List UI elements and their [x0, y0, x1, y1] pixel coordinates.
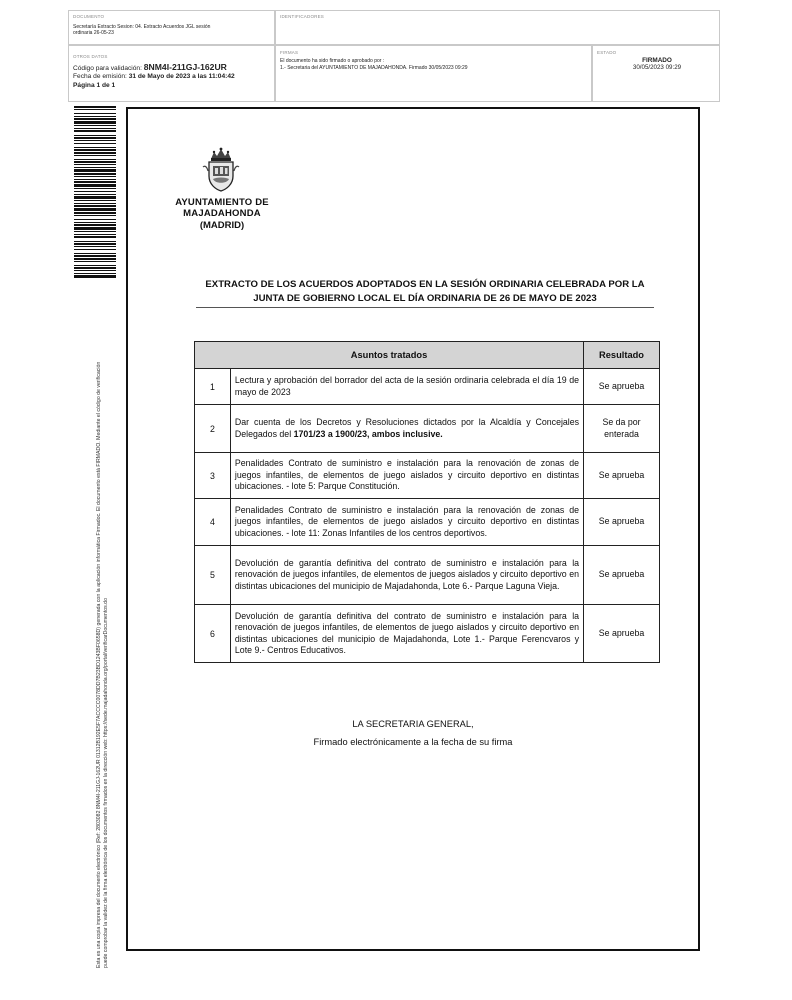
documento-label: DOCUMENTO: [73, 14, 105, 19]
estado-value: FIRMADO: [642, 57, 672, 64]
side-text-line2: puede comprobar la validez de la firma electrónica de los documentos firmados en la dirección web: https://sede.majadahonda.org/portal/verificarDocumentos.do: [103, 598, 109, 968]
row-result: Se aprueba: [584, 605, 660, 663]
verification-side-text: [96, 278, 110, 968]
documento-line2: ordinaria 26-05-23: [73, 30, 114, 36]
barcode-icon: [74, 106, 116, 278]
header-box-documento: [68, 10, 275, 45]
org-name: [166, 197, 278, 219]
fecha-line: [73, 73, 235, 81]
org-name-line2: MAJADAHONDA: [183, 208, 261, 219]
row-result: Se aprueba: [584, 369, 660, 405]
table-row: [195, 405, 660, 453]
table-row: [195, 546, 660, 605]
row-result: Se da por enterada: [584, 405, 660, 453]
agreements-table: [194, 341, 660, 663]
header-asuntos: Asuntos tratados: [195, 342, 584, 369]
side-text-line1: Esta es una copia impresa del documento electrónico (Ref: 2803082 8NM4I-211GJ-162UR 01312B192E5F7ACCCC0078DD7B23BD1243BF0658D) generada con la aplicación informática Firmadoc. El documento está FIRMADO. Mediante el código de verificación: [96, 361, 102, 968]
document-title-line1: EXTRACTO DE LOS ACUERDOS ADOPTADOS EN LA SESIÓN ORDINARIA CELEBRADA POR LA: [205, 279, 645, 290]
org-city: (MADRID): [199, 220, 245, 231]
table-row: [195, 369, 660, 405]
row-description: Penalidades Contrato de suministro e instalación para la renovación de zonas de juegos infantiles, de elementos de juego aislados y circuito deportivo en distintas ubicaciones. - lote 5: Parque Constitución.: [230, 453, 583, 499]
otros-datos-label: OTROS DATOS: [73, 54, 108, 59]
identificadores-label: IDENTIFICADORES: [280, 14, 325, 19]
table-header-row: [195, 342, 660, 369]
firmas-line2: 1.- Secretaria del AYUNTAMIENTO DE MAJADAHONDA. Firmado 30/05/2023 09:29: [280, 65, 468, 71]
row-number: 6: [195, 605, 231, 663]
table-row: [195, 453, 660, 499]
org-name-line1: AYUNTAMIENTO DE: [175, 197, 269, 208]
row-number: 1: [195, 369, 231, 405]
header-resultado: Resultado: [584, 342, 660, 369]
row-description: Devolución de garantía definitiva del contrato de suministro e instalación para la renovación de juegos infantiles, de elementos de juego aislados y circuito deportivo en distintas ubicaciones del municipio de Majadahonda, Lote 1.- Parque Ferencvaros y Lote 9.- Centros Educativos.: [230, 605, 583, 663]
signature-title: LA SECRETARIA GENERAL,: [352, 719, 474, 729]
header-box-estado: [592, 45, 720, 102]
signature-note: Firmado electrónicamente a la fecha de su firma: [313, 737, 513, 747]
header-box-identificadores: [275, 10, 720, 45]
row-number: 4: [195, 499, 231, 546]
header-box-otros-datos: [68, 45, 275, 102]
row-result: Se aprueba: [584, 499, 660, 546]
row-description: Lectura y aprobación del borrador del acta de la sesión ordinaria celebrada el día 19 de mayo de 2023: [230, 369, 583, 405]
header-box-firmas: [275, 45, 592, 102]
estado-date: 30/05/2023 09:29: [632, 64, 682, 71]
row-number: 2: [195, 405, 231, 453]
codigo-line: [73, 63, 227, 73]
row-description-text: Dar cuenta de los Decretos y Resoluciones dictados por la Alcaldía y Concejales Delegados del: [234, 417, 580, 439]
document-title-line2: JUNTA DE GOBIERNO LOCAL EL DÍA ORDINARIA DE 26 DE MAYO DE 2023: [253, 293, 597, 304]
fecha-prefix: Fecha de emisión:: [73, 73, 127, 80]
row-number: 5: [195, 546, 231, 605]
firmas-line1: El documento ha sido firmado o aprobado por :: [280, 58, 385, 64]
crest-icon: [201, 145, 241, 193]
estado-label: ESTADO: [597, 50, 617, 55]
firmas-label: FIRMAS: [280, 50, 299, 55]
table-row: [195, 499, 660, 546]
table-row: [195, 605, 660, 663]
row-description: [230, 405, 583, 453]
row-result: Se aprueba: [584, 453, 660, 499]
row-result: Se aprueba: [584, 546, 660, 605]
row-number: 3: [195, 453, 231, 499]
document-title: [196, 278, 654, 308]
pagina-indicator: Página 1 de 1: [73, 82, 116, 89]
codigo-prefix: Código para validación:: [73, 65, 142, 72]
codigo-value: 8NM4I-211GJ-162UR: [143, 62, 227, 72]
fecha-value: 31 de Mayo de 2023 a las 11:04:42: [128, 73, 235, 80]
row-description: Devolución de garantía definitiva del contrato de suministro e instalación para la renovación de juegos infantiles, de elementos de juegos aislados y circuito deportivo en distintas ubicaciones del municipio de Majadahonda, Lote 6.- Parque Laguna Vieja.: [230, 546, 583, 605]
row-description-bold: 1701/23 a 1900/23, ambos inclusive.: [293, 428, 443, 439]
documento-line1: Secretaría Extracto Sesion: 04. Extracto Acuerdos JGL sesión: [73, 24, 211, 30]
row-description: Penalidades Contrato de suministro e instalación para la renovación de zonas de juegos infantiles, de elementos de juego aislados y circuito deportivo en distintas ubicaciones. - lote 11: Zonas Infantiles de los centros deportivos.: [230, 499, 583, 546]
